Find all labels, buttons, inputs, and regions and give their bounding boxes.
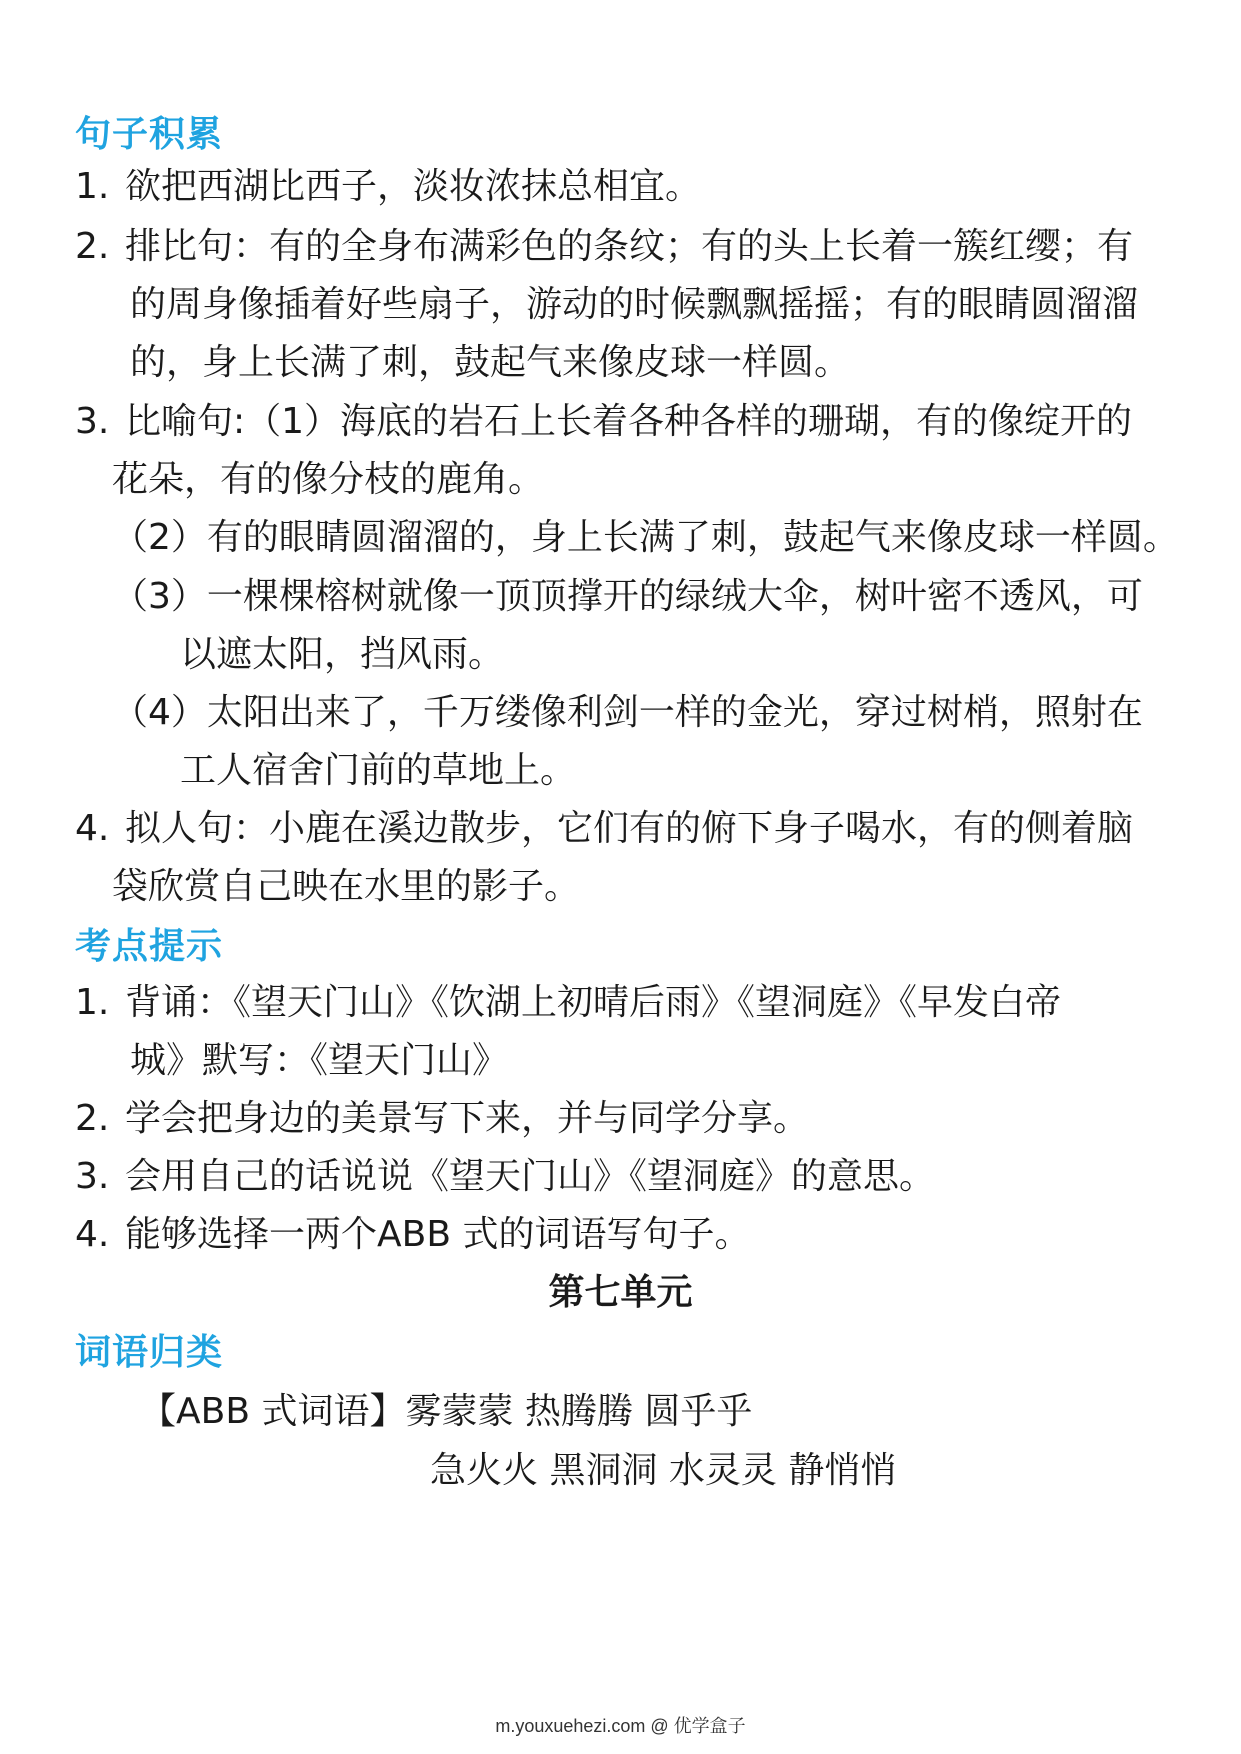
tip-item-1-line-2: 城》默写：《望天门山》 (130, 1040, 509, 1081)
sentence-item-2-line-3: 的，身上长满了刺，鼓起气来像皮球一样圆。 (130, 342, 851, 383)
item-number: 3. (75, 1156, 110, 1197)
abb-words-line-1: 【ABB 式词语】雾蒙蒙 热腾腾 圆乎乎 (140, 1391, 753, 1432)
item-number: 2. (75, 1098, 110, 1139)
sentence-item-4-line-2: 袋欣赏自己映在水里的影子。 (112, 866, 581, 907)
item-text: 能够选择一两个ABB 式的词语写句子。 (125, 1214, 751, 1255)
section-heading-words: 词语归类 (75, 1332, 224, 1373)
sentence-item-1-line-1 (75, 162, 701, 212)
sentence-item-2-line-1 (75, 222, 1133, 272)
item-text: 学会把身边的美景写下来，并与同学分享。 (125, 1098, 810, 1139)
sentence-item-3-line-7: 工人宿舍门前的草地上。 (180, 750, 577, 791)
sentence-item-2-line-2: 的周身像插着好些扇子，游动的时候飘飘摇摇；有的眼睛圆溜溜 (130, 284, 1139, 325)
item-text: 会用自己的话说说《望天门山》《望洞庭》的意思。 (125, 1156, 936, 1197)
sentence-item-4-line-1 (75, 804, 1133, 854)
item-number: 3. (75, 401, 110, 442)
section-heading-tips: 考点提示 (75, 926, 224, 967)
item-text: 背诵：《望天门山》《饮湖上初晴后雨》《望洞庭》《早发白帝 (125, 982, 1062, 1023)
footer-watermark: m.youxuehezi.com @ 优学盒子 (495, 1716, 746, 1736)
sentence-item-3-line-2: 花朵，有的像分枝的鹿角。 (112, 459, 545, 500)
tip-item-1-line-1 (75, 978, 1061, 1028)
item-number: 1. (75, 166, 110, 207)
item-number: 1. (75, 982, 110, 1023)
tip-item-4 (75, 1210, 750, 1260)
item-text: 比喻句:（1）海底的岩石上长着各种各样的珊瑚，有的像绽开的 (125, 401, 1133, 442)
sentence-item-3-line-1 (75, 397, 1132, 447)
sentence-item-3-line-5: 以遮太阳，挡风雨。 (180, 634, 505, 675)
unit-title: 第七单元 (548, 1272, 693, 1313)
sentence-item-3-line-3: （2）有的眼睛圆溜溜的，身上长满了刺，鼓起气来像皮球一样圆。 (112, 517, 1179, 558)
section-heading-sentences: 句子积累 (75, 114, 224, 155)
item-number: 2. (75, 226, 110, 267)
tip-item-2 (75, 1094, 809, 1144)
item-number: 4. (75, 808, 110, 849)
abb-words-line-2: 急火火 黑洞洞 水灵灵 静悄悄 (430, 1450, 897, 1491)
sentence-item-3-line-6: （4）太阳出来了，千万缕像利剑一样的金光，穿过树梢，照射在 (112, 692, 1143, 733)
item-text: 拟人句：小鹿在溪边散步，它们有的俯下身子喝水，有的侧着脑 (125, 808, 1134, 849)
sentence-item-3-line-4: （3）一棵棵榕树就像一顶顶撑开的绿绒大伞，树叶密不透风，可 (112, 576, 1143, 617)
item-text: 欲把西湖比西子，淡妆浓抹总相宜。 (125, 166, 702, 207)
item-number: 4. (75, 1214, 110, 1255)
item-text: 排比句：有的全身布满彩色的条纹；有的头上长着一簇红缨；有 (125, 226, 1134, 267)
tip-item-3 (75, 1152, 935, 1202)
